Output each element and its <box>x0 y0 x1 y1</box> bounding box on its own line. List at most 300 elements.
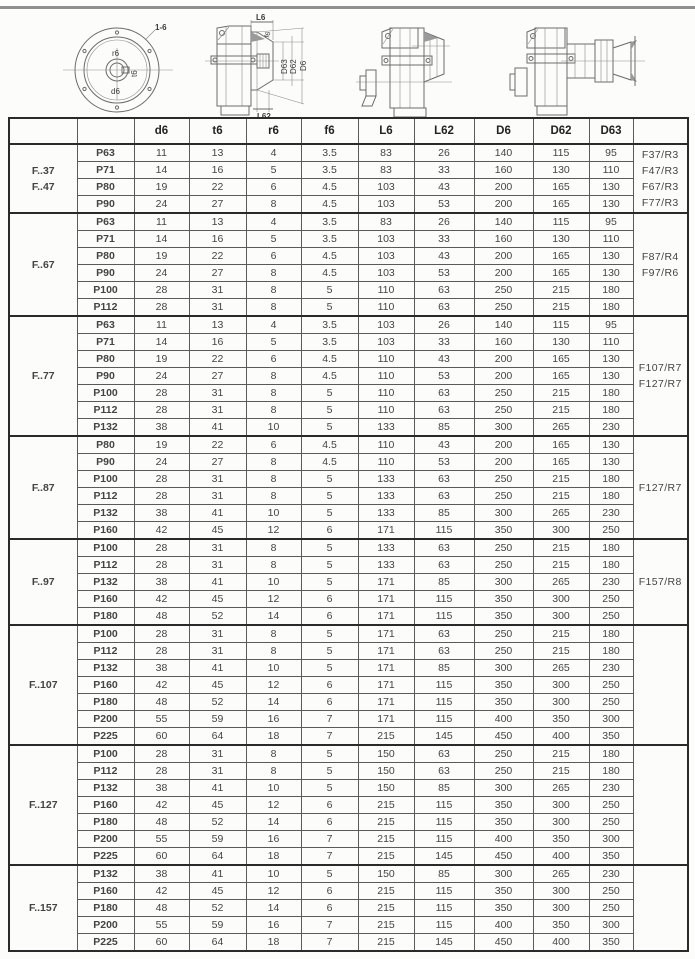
table-row <box>9 402 688 419</box>
value-cell: 450 <box>474 934 533 952</box>
value-cell: 10 <box>246 865 301 883</box>
value-cell: 60 <box>134 934 189 952</box>
value-cell: 8 <box>246 539 301 557</box>
value-cell: 150 <box>358 745 414 763</box>
value-cell: 250 <box>589 694 633 711</box>
size-label: P132 <box>77 419 134 437</box>
table-row <box>9 196 688 214</box>
value-cell: 110 <box>589 231 633 248</box>
value-cell: 16 <box>246 711 301 728</box>
value-cell: 250 <box>589 591 633 608</box>
value-cell: 300 <box>533 814 589 831</box>
value-cell: 171 <box>358 694 414 711</box>
value-cell: 64 <box>189 848 246 866</box>
value-cell: 41 <box>189 419 246 437</box>
value-cell: 165 <box>533 265 589 282</box>
value-cell: 215 <box>358 848 414 866</box>
value-cell: 180 <box>589 557 633 574</box>
group-notes <box>633 865 688 951</box>
value-cell: 230 <box>589 865 633 883</box>
value-cell: 27 <box>189 265 246 282</box>
value-cell: 250 <box>589 883 633 900</box>
value-cell: 130 <box>533 231 589 248</box>
size-label: P112 <box>77 763 134 780</box>
value-cell: 215 <box>533 488 589 505</box>
column-header: D63 <box>589 118 633 144</box>
value-cell: 300 <box>533 694 589 711</box>
value-cell: 115 <box>414 677 474 694</box>
value-cell: 12 <box>246 677 301 694</box>
value-cell: 8 <box>246 488 301 505</box>
value-cell: 230 <box>589 574 633 591</box>
value-cell: 26 <box>414 316 474 334</box>
value-cell: 52 <box>189 608 246 626</box>
group-note-line: F47/R3 <box>641 164 679 177</box>
value-cell: 3.5 <box>301 144 358 162</box>
value-cell: 4.5 <box>301 436 358 454</box>
table-row <box>9 660 688 677</box>
value-cell: 8 <box>246 196 301 214</box>
value-cell: 165 <box>533 454 589 471</box>
value-cell: 133 <box>358 557 414 574</box>
value-cell: 28 <box>134 488 189 505</box>
value-cell: 180 <box>589 763 633 780</box>
value-cell: 350 <box>533 711 589 728</box>
value-cell: 60 <box>134 728 189 746</box>
size-label: P71 <box>77 231 134 248</box>
value-cell: 85 <box>414 660 474 677</box>
value-cell: 8 <box>246 402 301 419</box>
value-cell: 215 <box>533 471 589 488</box>
header-row <box>9 118 688 144</box>
value-cell: 350 <box>474 608 533 626</box>
value-cell: 350 <box>474 591 533 608</box>
value-cell: 28 <box>134 643 189 660</box>
value-cell: 16 <box>189 334 246 351</box>
size-label: P225 <box>77 934 134 952</box>
value-cell: 24 <box>134 454 189 471</box>
value-cell: 130 <box>589 351 633 368</box>
value-cell: 4.5 <box>301 179 358 196</box>
size-label: P90 <box>77 454 134 471</box>
table-row <box>9 711 688 728</box>
value-cell: 5 <box>301 660 358 677</box>
group-note-line: F37/R3 <box>641 148 679 161</box>
size-label: P132 <box>77 780 134 797</box>
value-cell: 350 <box>589 934 633 952</box>
value-cell: 200 <box>474 248 533 265</box>
value-cell: 5 <box>301 505 358 522</box>
value-cell: 28 <box>134 745 189 763</box>
value-cell: 215 <box>358 814 414 831</box>
size-label: P80 <box>77 351 134 368</box>
value-cell: 115 <box>414 608 474 626</box>
table-row <box>9 900 688 917</box>
value-cell: 171 <box>358 711 414 728</box>
value-cell: 53 <box>414 454 474 471</box>
column-header: f6 <box>301 118 358 144</box>
value-cell: 8 <box>246 282 301 299</box>
value-cell: 43 <box>414 179 474 196</box>
size-label: P80 <box>77 436 134 454</box>
flange-section-label: 1-6 <box>155 23 167 32</box>
side-view-dimension-drawing <box>195 13 310 122</box>
value-cell: 145 <box>414 934 474 952</box>
value-cell: 7 <box>301 728 358 746</box>
value-cell: 10 <box>246 574 301 591</box>
value-cell: 140 <box>474 316 533 334</box>
value-cell: 150 <box>358 780 414 797</box>
value-cell: 63 <box>414 557 474 574</box>
value-cell: 59 <box>189 831 246 848</box>
value-cell: 215 <box>533 557 589 574</box>
value-cell: 8 <box>246 763 301 780</box>
size-label: P71 <box>77 162 134 179</box>
size-label: P160 <box>77 591 134 608</box>
table-row <box>9 608 688 626</box>
value-cell: 5 <box>301 282 358 299</box>
value-cell: 52 <box>189 900 246 917</box>
group-note-line: F157/R8 <box>638 576 682 588</box>
value-cell: 42 <box>134 677 189 694</box>
value-cell: 18 <box>246 934 301 952</box>
value-cell: 350 <box>474 694 533 711</box>
value-cell: 171 <box>358 643 414 660</box>
group-label <box>9 213 77 316</box>
value-cell: 200 <box>474 196 533 214</box>
table-row <box>9 351 688 368</box>
size-label: P100 <box>77 625 134 643</box>
value-cell: 130 <box>589 265 633 282</box>
value-cell: 180 <box>589 299 633 317</box>
value-cell: 95 <box>589 316 633 334</box>
value-cell: 400 <box>474 711 533 728</box>
table-row <box>9 539 688 557</box>
table-row <box>9 643 688 660</box>
table-row <box>9 848 688 866</box>
value-cell: 4.5 <box>301 196 358 214</box>
group-note-line: F127/R7 <box>638 378 682 390</box>
value-cell: 180 <box>589 471 633 488</box>
size-label: P63 <box>77 213 134 231</box>
value-cell: 3.5 <box>301 231 358 248</box>
value-cell: 400 <box>533 848 589 866</box>
value-cell: 215 <box>358 900 414 917</box>
table-row <box>9 763 688 780</box>
value-cell: 180 <box>589 539 633 557</box>
value-cell: 4 <box>246 316 301 334</box>
value-cell: 22 <box>189 179 246 196</box>
value-cell: 215 <box>358 831 414 848</box>
value-cell: 200 <box>474 351 533 368</box>
value-cell: 300 <box>474 780 533 797</box>
size-label: P100 <box>77 471 134 488</box>
group-note-line: F77/R3 <box>641 196 679 209</box>
value-cell: 110 <box>358 385 414 402</box>
size-label: P100 <box>77 539 134 557</box>
value-cell: 28 <box>134 557 189 574</box>
value-cell: 115 <box>414 900 474 917</box>
value-cell: 5 <box>301 865 358 883</box>
value-cell: 45 <box>189 522 246 540</box>
table-row <box>9 745 688 763</box>
size-label: P132 <box>77 505 134 522</box>
value-cell: 5 <box>301 419 358 437</box>
value-cell: 300 <box>533 797 589 814</box>
value-cell: 8 <box>246 265 301 282</box>
page-top-rule <box>0 6 695 9</box>
value-cell: 19 <box>134 351 189 368</box>
value-cell: 265 <box>533 419 589 437</box>
value-cell: 55 <box>134 711 189 728</box>
group-label <box>9 436 77 539</box>
value-cell: 19 <box>134 248 189 265</box>
value-cell: 27 <box>189 368 246 385</box>
value-cell: 22 <box>189 351 246 368</box>
value-cell: 83 <box>358 162 414 179</box>
value-cell: 48 <box>134 608 189 626</box>
size-label: P180 <box>77 694 134 711</box>
table-row <box>9 694 688 711</box>
value-cell: 12 <box>246 591 301 608</box>
value-cell: 103 <box>358 248 414 265</box>
value-cell: 3.5 <box>301 162 358 179</box>
value-cell: 16 <box>246 831 301 848</box>
value-cell: 165 <box>533 248 589 265</box>
value-cell: 12 <box>246 797 301 814</box>
value-cell: 85 <box>414 419 474 437</box>
value-cell: 230 <box>589 419 633 437</box>
table-row <box>9 231 688 248</box>
group-note-line: F87/R4 <box>641 250 679 263</box>
value-cell: 63 <box>414 763 474 780</box>
table-row <box>9 780 688 797</box>
value-cell: 4.5 <box>301 248 358 265</box>
value-cell: 63 <box>414 745 474 763</box>
value-cell: 250 <box>589 797 633 814</box>
value-cell: 6 <box>301 797 358 814</box>
size-label: P200 <box>77 831 134 848</box>
group-label <box>9 865 77 951</box>
value-cell: 110 <box>358 282 414 299</box>
value-cell: 133 <box>358 488 414 505</box>
value-cell: 63 <box>414 402 474 419</box>
value-cell: 52 <box>189 814 246 831</box>
value-cell: 215 <box>533 539 589 557</box>
value-cell: 95 <box>589 213 633 231</box>
value-cell: 140 <box>474 144 533 162</box>
value-cell: 133 <box>358 505 414 522</box>
value-cell: 265 <box>533 780 589 797</box>
value-cell: 103 <box>358 196 414 214</box>
value-cell: 43 <box>414 248 474 265</box>
value-cell: 103 <box>358 316 414 334</box>
table-row <box>9 917 688 934</box>
value-cell: 350 <box>474 677 533 694</box>
value-cell: 63 <box>414 471 474 488</box>
value-cell: 115 <box>414 522 474 540</box>
value-cell: 180 <box>589 625 633 643</box>
value-cell: 83 <box>358 144 414 162</box>
value-cell: 6 <box>246 436 301 454</box>
value-cell: 38 <box>134 574 189 591</box>
table-row <box>9 368 688 385</box>
value-cell: 41 <box>189 574 246 591</box>
value-cell: 28 <box>134 763 189 780</box>
size-label: P100 <box>77 282 134 299</box>
value-cell: 8 <box>246 385 301 402</box>
value-cell: 63 <box>414 625 474 643</box>
value-cell: 350 <box>474 814 533 831</box>
value-cell: 42 <box>134 591 189 608</box>
value-cell: 3.5 <box>301 316 358 334</box>
value-cell: 4 <box>246 213 301 231</box>
value-cell: 115 <box>533 144 589 162</box>
value-cell: 8 <box>246 368 301 385</box>
group-label-line: F..157 <box>28 902 58 914</box>
value-cell: 300 <box>533 591 589 608</box>
value-cell: 350 <box>589 848 633 866</box>
group-label-line: F..107 <box>28 679 58 691</box>
value-cell: 31 <box>189 299 246 317</box>
value-cell: 215 <box>533 385 589 402</box>
value-cell: 85 <box>414 505 474 522</box>
value-cell: 215 <box>533 625 589 643</box>
value-cell: 300 <box>474 419 533 437</box>
size-label: P200 <box>77 711 134 728</box>
table-row <box>9 677 688 694</box>
value-cell: 53 <box>414 368 474 385</box>
table-row <box>9 248 688 265</box>
value-cell: 8 <box>246 745 301 763</box>
value-cell: 59 <box>189 917 246 934</box>
group-label-line: F..47 <box>31 180 55 193</box>
value-cell: 59 <box>189 711 246 728</box>
value-cell: 41 <box>189 505 246 522</box>
table-row <box>9 299 688 317</box>
value-cell: 215 <box>358 883 414 900</box>
value-cell: 5 <box>301 402 358 419</box>
group-label-line: F..87 <box>31 481 55 494</box>
value-cell: 85 <box>414 780 474 797</box>
value-cell: 300 <box>589 711 633 728</box>
size-label: P200 <box>77 917 134 934</box>
value-cell: 215 <box>533 402 589 419</box>
value-cell: 42 <box>134 522 189 540</box>
value-cell: 24 <box>134 368 189 385</box>
value-cell: 38 <box>134 780 189 797</box>
table-row <box>9 265 688 282</box>
value-cell: 150 <box>358 865 414 883</box>
value-cell: 52 <box>189 694 246 711</box>
value-cell: 7 <box>301 917 358 934</box>
value-cell: 38 <box>134 865 189 883</box>
value-cell: 110 <box>358 368 414 385</box>
dim-label-D62: D62 <box>289 59 298 74</box>
value-cell: 5 <box>246 231 301 248</box>
value-cell: 115 <box>414 883 474 900</box>
value-cell: 250 <box>474 539 533 557</box>
table-row <box>9 488 688 505</box>
value-cell: 6 <box>301 694 358 711</box>
table-row <box>9 728 688 746</box>
value-cell: 215 <box>358 917 414 934</box>
table-row <box>9 419 688 437</box>
value-cell: 33 <box>414 334 474 351</box>
value-cell: 14 <box>246 608 301 626</box>
value-cell: 28 <box>134 539 189 557</box>
table-row <box>9 282 688 299</box>
value-cell: 64 <box>189 934 246 952</box>
value-cell: 7 <box>301 848 358 866</box>
value-cell: 28 <box>134 385 189 402</box>
value-cell: 63 <box>414 643 474 660</box>
value-cell: 10 <box>246 660 301 677</box>
value-cell: 250 <box>589 608 633 626</box>
value-cell: 250 <box>474 488 533 505</box>
table-row <box>9 522 688 540</box>
value-cell: 165 <box>533 436 589 454</box>
gearmotor-side-drawing <box>352 18 482 122</box>
value-cell: 130 <box>589 179 633 196</box>
value-cell: 38 <box>134 660 189 677</box>
table-row <box>9 557 688 574</box>
value-cell: 180 <box>589 282 633 299</box>
value-cell: 103 <box>358 334 414 351</box>
value-cell: 200 <box>474 265 533 282</box>
group-label-line: F..37 <box>31 164 55 177</box>
value-cell: 38 <box>134 419 189 437</box>
value-cell: 10 <box>246 780 301 797</box>
value-cell: 200 <box>474 179 533 196</box>
value-cell: 130 <box>589 196 633 214</box>
value-cell: 215 <box>358 728 414 746</box>
group-notes <box>633 539 688 625</box>
value-cell: 38 <box>134 505 189 522</box>
size-label: P71 <box>77 334 134 351</box>
value-cell: 115 <box>414 591 474 608</box>
value-cell: 31 <box>189 282 246 299</box>
value-cell: 350 <box>533 917 589 934</box>
table-row <box>9 385 688 402</box>
value-cell: 160 <box>474 231 533 248</box>
value-cell: 16 <box>189 162 246 179</box>
value-cell: 140 <box>474 213 533 231</box>
value-cell: 4.5 <box>301 351 358 368</box>
value-cell: 8 <box>246 557 301 574</box>
table-row <box>9 831 688 848</box>
value-cell: 8 <box>246 471 301 488</box>
dim-label-f6: f6 <box>264 31 273 39</box>
value-cell: 350 <box>474 900 533 917</box>
value-cell: 180 <box>589 488 633 505</box>
value-cell: 60 <box>134 848 189 866</box>
value-cell: 180 <box>589 385 633 402</box>
header-blank-notes <box>633 118 688 144</box>
value-cell: 41 <box>189 780 246 797</box>
value-cell: 64 <box>189 728 246 746</box>
dim-label-D6: D6 <box>299 60 308 71</box>
value-cell: 250 <box>589 900 633 917</box>
value-cell: 400 <box>474 831 533 848</box>
size-label: P180 <box>77 814 134 831</box>
value-cell: 110 <box>589 334 633 351</box>
value-cell: 300 <box>474 574 533 591</box>
value-cell: 5 <box>301 625 358 643</box>
value-cell: 8 <box>246 299 301 317</box>
value-cell: 33 <box>414 162 474 179</box>
value-cell: 250 <box>474 471 533 488</box>
